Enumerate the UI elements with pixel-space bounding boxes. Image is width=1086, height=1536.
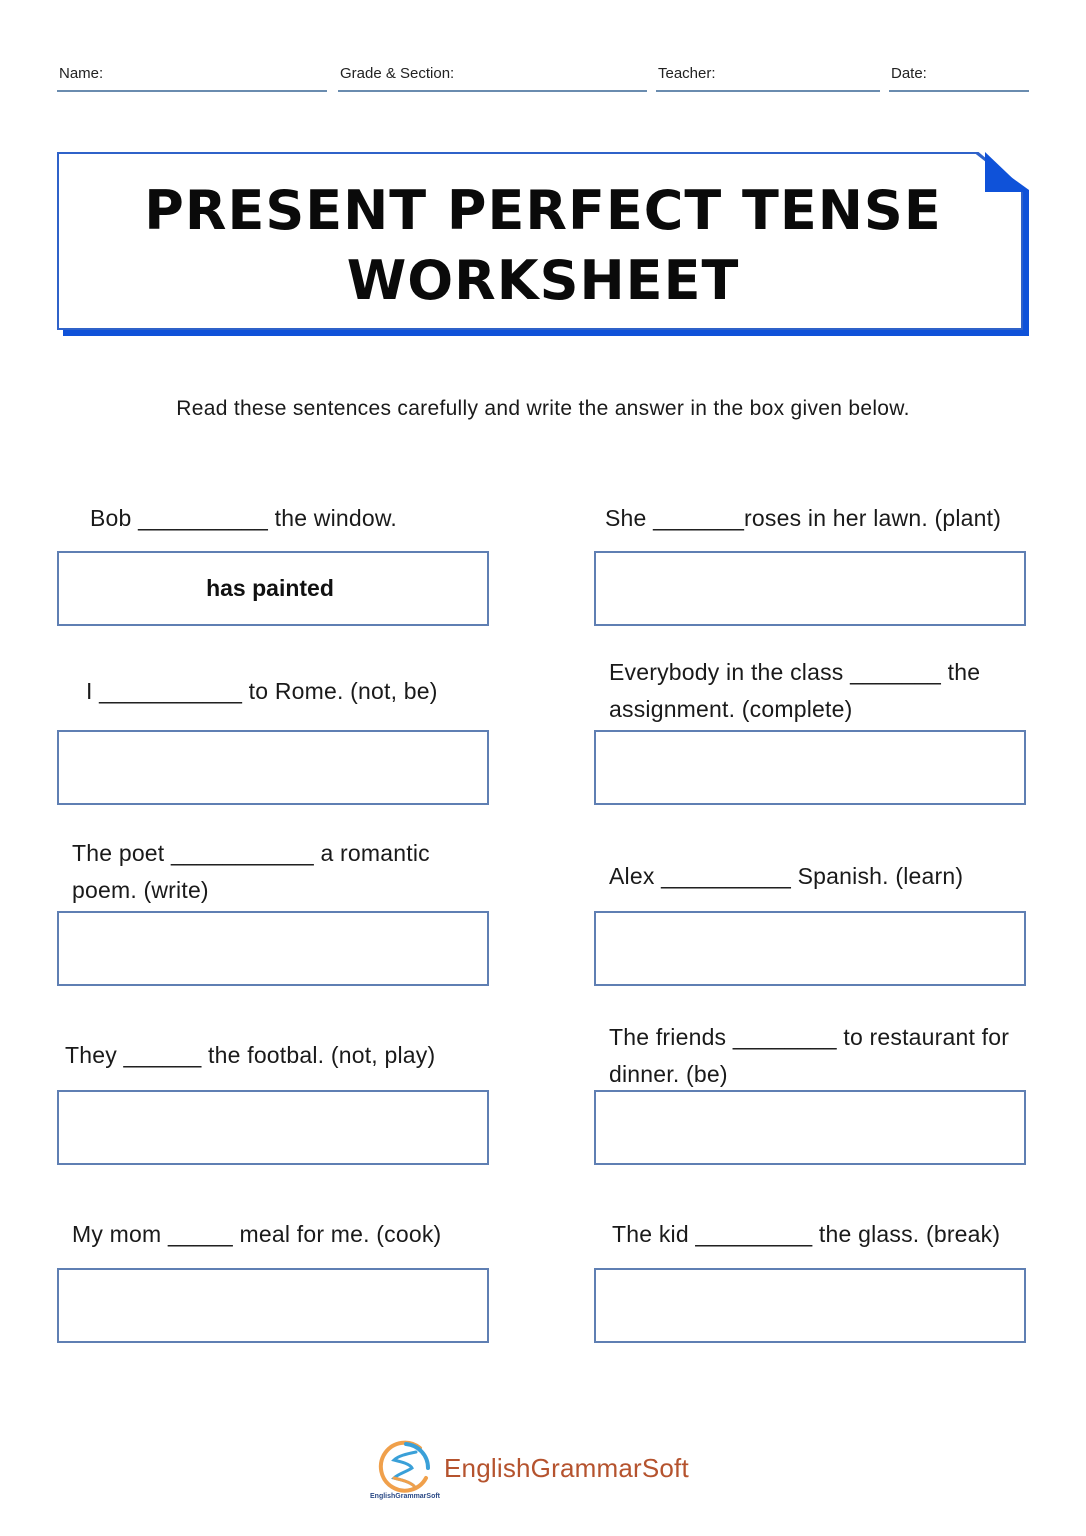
- brand-name: EnglishGrammarSoft: [444, 1453, 689, 1483]
- teacher-label: Teacher:: [658, 65, 716, 82]
- date-field[interactable]: [889, 62, 1029, 92]
- answer-box-10[interactable]: [594, 1268, 1026, 1343]
- answer-box-9[interactable]: [57, 1268, 489, 1343]
- grade-section-label: Grade & Section:: [340, 65, 455, 82]
- title-line-2: WORKSHEET: [346, 249, 740, 312]
- title-banner: [57, 152, 1029, 336]
- page-title: [57, 176, 1029, 316]
- question-4: Everybody in the class _______ the assignment. (complete): [609, 659, 981, 722]
- englishgrammarsoft-logo-icon: [376, 1438, 434, 1496]
- question-7: They ______ the footbal. (not, play): [65, 1042, 436, 1068]
- grade-section-field[interactable]: [338, 62, 647, 92]
- brand-name-small: EnglishGrammarSoft: [370, 1493, 441, 1500]
- answer-box-1[interactable]: [57, 551, 489, 626]
- question-6: Alex __________ Spanish. (learn): [609, 863, 964, 889]
- date-label: Date:: [891, 65, 927, 82]
- instructions: Read these sentences carefully and write the answer in the box given below.: [176, 397, 910, 420]
- answer-box-3[interactable]: [57, 730, 489, 805]
- name-field[interactable]: [57, 62, 327, 92]
- title-line-1: PRESENT PERFECT TENSE: [144, 179, 942, 242]
- teacher-field[interactable]: [656, 62, 880, 92]
- answer-box-2[interactable]: [594, 551, 1026, 626]
- question-2: She _______roses in her lawn. (plant): [605, 505, 1002, 531]
- brand-logo: [370, 1438, 689, 1508]
- question-8: The friends ________ to restaurant for dinner. (be): [609, 1024, 1010, 1087]
- answer-text-1: has painted: [206, 575, 334, 601]
- answer-box-7[interactable]: [57, 1090, 489, 1165]
- answer-box-8[interactable]: [594, 1090, 1026, 1165]
- question-10: The kid _________ the glass. (break): [612, 1221, 1001, 1247]
- question-9: My mom _____ meal for me. (cook): [72, 1221, 442, 1247]
- question-3: I ___________ to Rome. (not, be): [86, 678, 438, 704]
- question-5: The poet ___________ a romantic poem. (write): [72, 840, 430, 903]
- answer-box-4[interactable]: [594, 730, 1026, 805]
- answer-box-6[interactable]: [594, 911, 1026, 986]
- name-label: Name:: [59, 65, 104, 82]
- answer-box-5[interactable]: [57, 911, 489, 986]
- question-1: Bob __________ the window.: [90, 505, 398, 531]
